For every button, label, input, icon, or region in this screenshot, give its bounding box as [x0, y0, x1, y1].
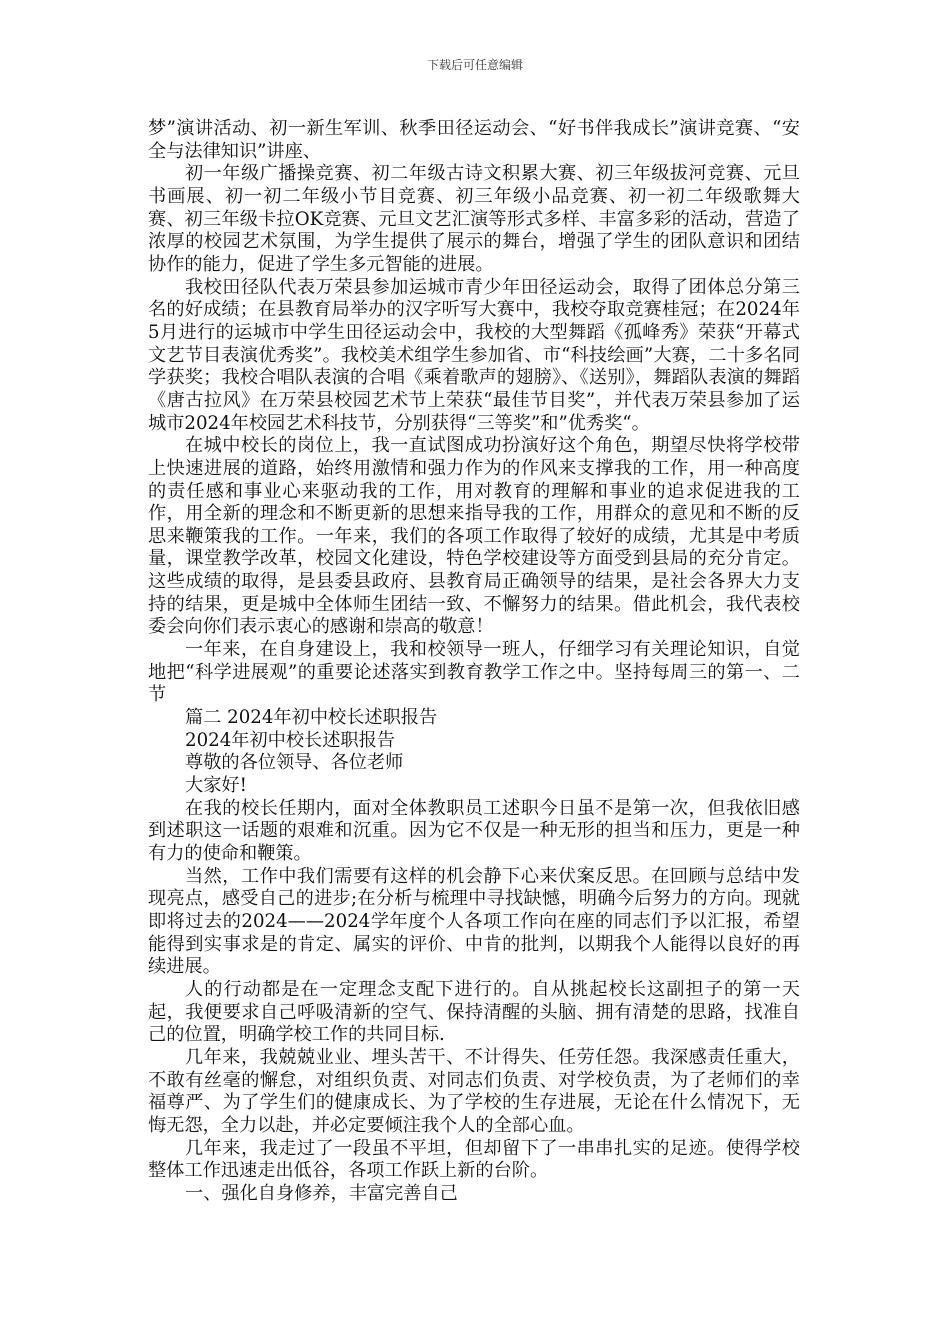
paragraph: 当然，工作中我们需要有这样的机会静下心来伏案反思。在回顾与总结中发现亮点，感受自己的进步;在分析与梳理中寻找缺憾，明确今后努力的方向。现就即将过去的2024——2024学年度个人各项工作向在座的同志们予以汇报，希望能得到实事求是的肯定、属实的评价、中肯的批判，以期我个人能得以良好的再续进展。 — [148, 865, 800, 978]
paragraph: 初一年级广播操竞赛、初二年级古诗文积累大赛、初三年级拔河竞赛、元旦书画展、初一初二年级小节目竞赛、初三年级小品竞赛、初一初二年级歌舞大赛、初三年级卡拉OK竞赛、元旦文艺汇演等形式多样、丰富多彩的活动，营造了浓厚的校园艺术氛围，为学生提供了展示的舞台，增强了学生的团队意识和团结协作的能力，促进了学生多元智能的进展。 — [148, 163, 800, 275]
paragraph: 几年来，我兢兢业业、埋头苦干、不计得失、任劳任怨。我深感责任重大，不敢有丝毫的懈怠，对组织负责、对同志们负责、对学校负责，为了老师们的幸福尊严、为了学生们的健康成长、为了学校的生存进展，无论在什么情况下，无悔无怨，全力以赴，并必定要倾注我个人的全部心血。 — [148, 1046, 800, 1136]
greeting: 大家好! — [185, 775, 247, 797]
salutation: 尊敬的各位领导、各位老师 — [185, 752, 404, 774]
report-title: 2024年初中校长述职报告 — [185, 729, 395, 751]
paragraph: 在城中校长的岗位上，我一直试图成功扮演好这个角色，期望尽快将学校带上快速进展的道路，始终用激情和强力作为的作风来支撑我的工作，用一种高度的责任感和事业心来驱动我的工作，用对教育的理解和事业的追求促进我的工作，用全新的理念和不断更新的思想来指导我的工作，用群众的意见和不断的反思来鞭策我的工作。一年来，我们的各项工作取得了较好的成绩，尤其是中考质量，课堂教学改革，校园文化建设，特色学校建设等方面受到县局的充分肯定。这些成绩的取得，是县委县政府、县教育局正确领导的结果，是社会各界大力支持的结果，更是城中全体师生团结一致、不懈努力的结果。借此机会，我代表校委会向你们表示衷心的感谢和崇高的敬意！ — [148, 435, 800, 638]
section-title: 篇二 2024年初中校长述职报告 — [185, 707, 438, 729]
page-header-note: 下载后可任意编辑 — [426, 58, 523, 72]
paragraph: 梦”演讲活动、初一新生军训、秋季田径运动会、“好书伴我成长”演讲竞赛、“安全与法律知识”讲座、 — [148, 118, 800, 162]
paragraph: 一年来，在自身建设上，我和校领导一班人，仔细学习有关理论知识，自觉地把“科学进展观”的重要论述落实到教育教学工作之中。坚持每周三的第一、二节 — [148, 639, 800, 706]
document-body — [148, 118, 800, 1206]
paragraph: 我校田径队代表万荣县参加运城市青少年田径运动会，取得了团体总分第三名的好成绩；在县教育局举办的汉字听写大赛中，我校夺取竞赛桂冠；在2024年5月进行的运城市中学生田径运动会中，我校的大型舞蹈《孤峰秀》荣获“开幕式文艺节目表演优秀奖”。我校美术组学生参加省、市“科技绘画”大赛，二十多名同学获奖；我校合唱队表演的合唱《乘着歌声的翅膀》、《送别》，舞蹈队表演的舞蹈《唐古拉风》在万荣县校园艺术节上荣获“最佳节目奖”，并代表万荣县参加了运城市2024年校园艺术科技节，分别获得“三等奖”和”优秀奖“。 — [148, 276, 800, 434]
section-heading: 一、强化自身修养，丰富完善自己 — [185, 1182, 458, 1204]
paragraph: 在我的校长任期内，面对全体教职员工述职今日虽不是第一次，但我依旧感到述职这一话题的艰难和沉重。因为它不仅是一种无形的担当和压力，更是一种有力的使命和鞭策。 — [148, 797, 800, 864]
paragraph: 几年来，我走过了一段虽不平坦，但却留下了一串串扎实的足迹。使得学校整体工作迅速走出低谷，各项工作跃上新的台阶。 — [148, 1137, 800, 1182]
paragraph: 人的行动都是在一定理念支配下进行的。自从挑起校长这副担子的第一天起，我便要求自己呼吸清新的空气、保持清醒的头脑、拥有清楚的思路，找准自己的位置，明确学校工作的共同目标. — [148, 978, 800, 1046]
